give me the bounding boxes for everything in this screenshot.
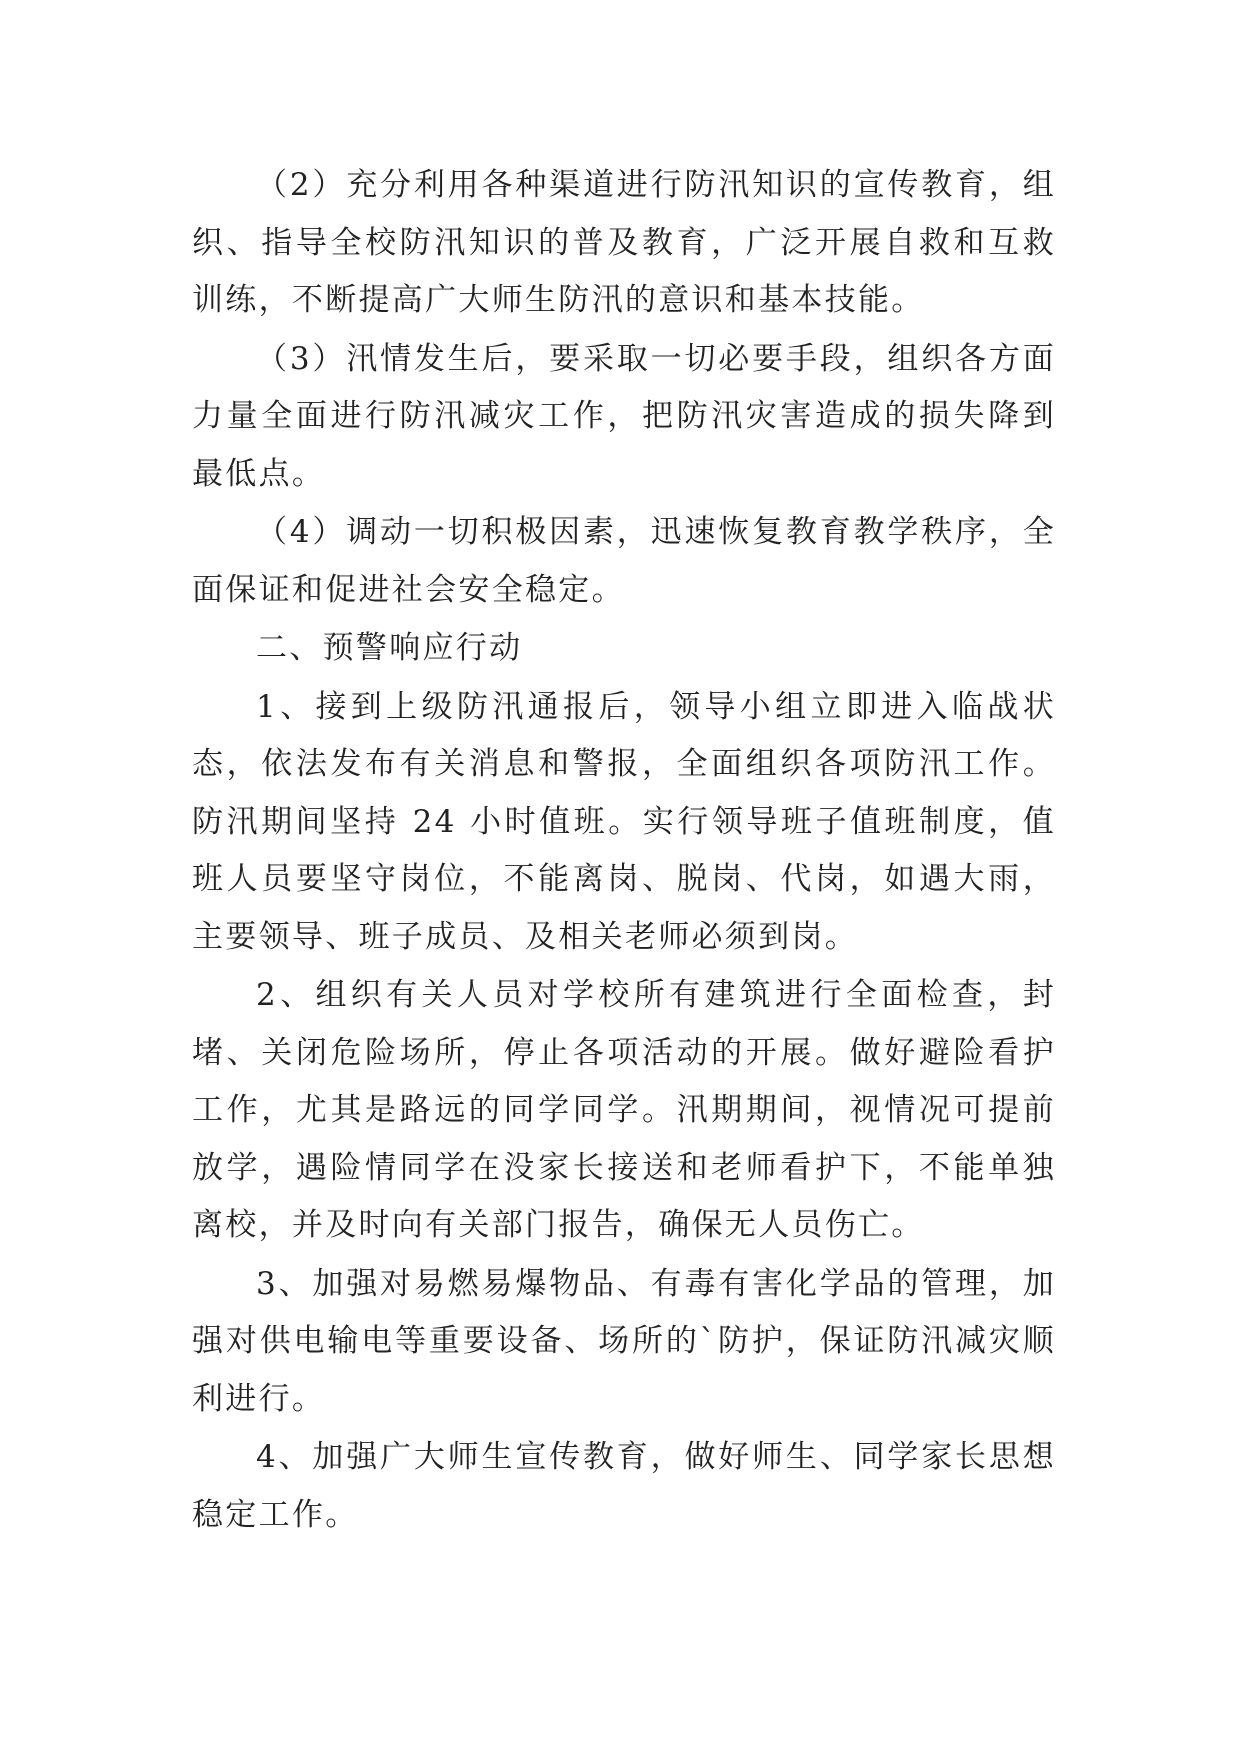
paragraph-response-1: 1、接到上级防汛通报后，领导小组立即进入临战状态，依法发布有关消息和警报，全面组织各项防汛工作。防汛期间坚持 24 小时值班。实行领导班子值班制度，值班人员要坚守岗位，不能离岗、脱岗、代岗，如遇大雨，主要领导、班子成员、及相关老师必须到岗。 bbox=[192, 688, 1056, 955]
paragraph-response-4: 4、加强广大师生宣传教育，做好师生、同学家长思想稳定工作。 bbox=[192, 1439, 1056, 1533]
paragraph-response-2: 2、组织有关人员对学校所有建筑进行全面检查，封堵、关闭危险场所，停止各项活动的开展。做好避险看护工作，尤其是路远的同学同学。汛期期间，视情况可提前放学，遇险情同学在没家长接送和老师看护下，不能单独离校，并及时向有关部门报告，确保无人员伤亡。 bbox=[192, 977, 1056, 1243]
paragraph-4-restore-order: （4）调动一切积极因素，迅速恢复教育教学秩序，全面保证和促进社会安全稳定。 bbox=[192, 514, 1056, 608]
section-heading-warning-response: 二、预警响应行动 bbox=[256, 630, 523, 666]
paragraph-2-publicity: （2）充分利用各种渠道进行防汛知识的宣传教育，组织、指导全校防汛知识的普及教育，广泛开展自救和互救训练，不断提高广大师生防汛的意识和基本技能。 bbox=[192, 167, 1056, 318]
paragraph-response-3: 3、加强对易燃易爆物品、有毒有害化学品的管理，加强对供电输电等重要设备、场所的`防护，保证防汛减灾顺利进行。 bbox=[192, 1265, 1056, 1417]
paragraph-3-after-flood: （3）汛情发生后，要采取一切必要手段，组织各方面力量全面进行防汛减灾工作，把防汛灾害造成的损失降到最低点。 bbox=[192, 340, 1056, 492]
document-body bbox=[192, 157, 1056, 1544]
